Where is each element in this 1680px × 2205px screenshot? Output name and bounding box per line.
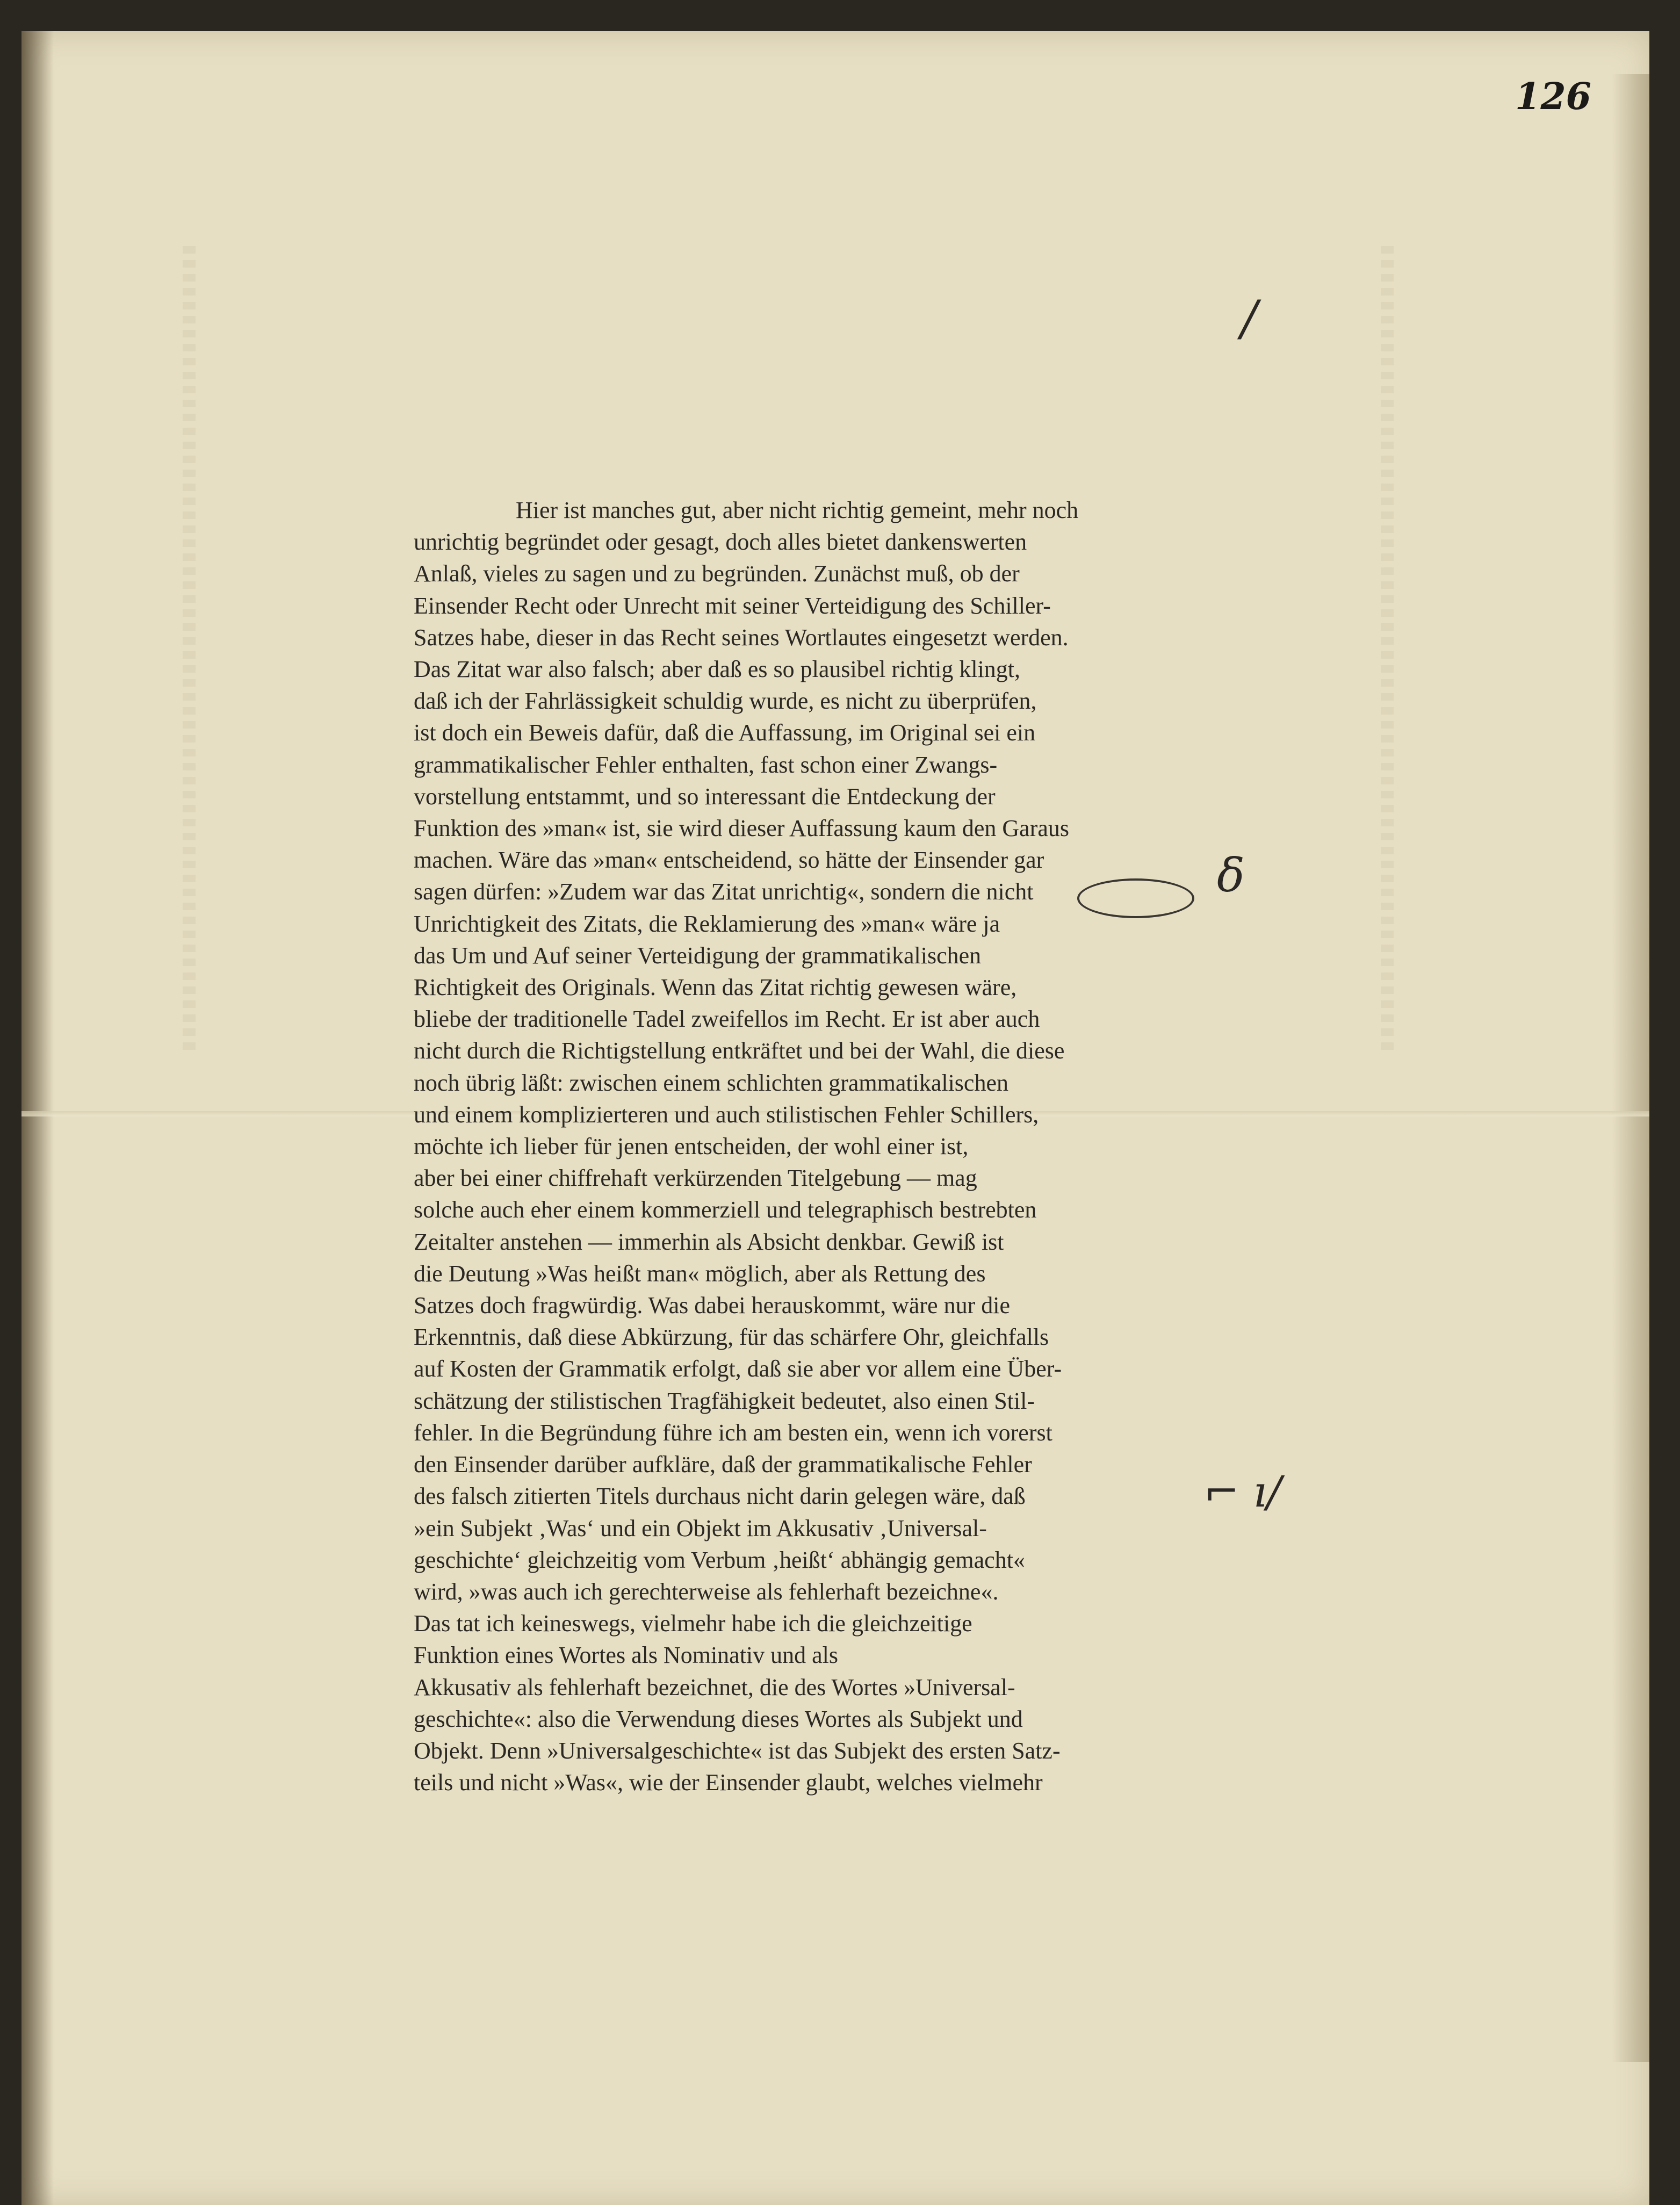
text-line: Das Zitat war also falsch; aber daß es so plausibel richtig klingt, [414,656,1021,683]
page-edge-shadow [1612,74,1649,2062]
text-line: noch übrig läßt: zwischen einem schlichten grammatikalischen [414,1069,1008,1096]
text-line: daß ich der Fahrlässigkeit schuldig wurde, es nicht zu überprüfen, [414,688,1037,715]
text-line: aber bei einer chiffrehaft verkürzenden Titelgebung — mag [414,1165,977,1192]
text-line: des falsch zitierten Titels durchaus nicht darin gelegen wäre, daß [414,1483,1026,1510]
text-line: Hier ist manches gut, aber nicht richtig gemeint, mehr noch [516,497,1079,523]
text-line: Richtigkeit des Originals. Wenn das Zitat richtig gewesen wäre, [414,974,1017,1001]
text-line: Erkenntnis, daß diese Abkürzung, für das schärfere Ohr, gleichfalls [414,1324,1049,1351]
text-line: Satzes habe, dieser in das Recht seines Wortlautes eingesetzt werden. [414,624,1069,651]
margin-insert-mark: ⌐ ı/ [1203,1467,1281,1517]
text-line: teils und nicht »Was«, wie der Einsender glaubt, welches vielmehr [414,1769,1043,1796]
text-line: Das tat ich keineswegs, vielmehr habe ich die gleichzeitige [414,1610,972,1637]
text-line: und einem komplizierteren und auch stilistischen Fehler Schillers, [414,1101,1039,1128]
text-line: Zeitalter anstehen — immerhin als Absicht denkbar. Gewiß ist [414,1228,1004,1255]
bleed-through-text [1381,246,1394,1052]
margin-slash-mark: / [1241,290,1258,347]
text-line: auf Kosten der Grammatik erfolgt, daß sie aber vor allem eine Über- [414,1356,1062,1382]
text-line: wird, »was auch ich gerechterweise als fehlerhaft bezeichne«. [414,1578,999,1605]
text-line: Unrichtigkeit des Zitats, die Reklamierung des »man« wäre ja [414,910,1000,937]
text-line: geschichte‘ gleichzeitig vom Verbum ‚heißt‘ abhängig gemacht« [414,1546,1025,1573]
margin-delete-mark: δ [1217,849,1245,903]
text-line: sagen dürfen: »Zudem war das Zitat unrichtig«, sondern die nicht [414,878,1034,905]
text-line: das Um und Auf seiner Verteidigung der grammatikalischen [414,942,982,969]
text-line: bliebe der traditionelle Tadel zweifellos im Recht. Er ist aber auch [414,1006,1040,1033]
text-line: solche auch eher einem kommerziell und telegraphisch bestrebten [414,1197,1037,1223]
text-line: schätzung der stilistischen Tragfähigkeit bedeutet, also einen Stil- [414,1387,1035,1414]
text-line: nicht durch die Richtigstellung entkräftet und bei der Wahl, die diese [414,1037,1065,1064]
text-line: Funktion des »man« ist, sie wird dieser Auffassung kaum den Garaus [414,815,1070,842]
text-line: geschichte«: also die Verwendung dieses Wortes als Subjekt und [414,1705,1023,1732]
page-number: 126 [1515,75,1591,118]
text-line: fehler. In die Begründung führe ich am besten ein, wenn ich vorerst [414,1419,1052,1446]
text-line: Einsender Recht oder Unrecht mit seiner Verteidigung des Schiller- [414,592,1051,619]
text-line: Akkusativ als fehlerhaft bezeichnet, die des Wortes »Universal- [414,1674,1015,1700]
text-line: Anlaß, vieles zu sagen und zu begründen. Zunächst muß, ob der [414,560,1020,587]
text-line: ist doch ein Beweis dafür, daß die Auffassung, im Original sei ein [414,719,1036,746]
text-line: den Einsender darüber aufkläre, daß der grammatikalische Fehler [414,1451,1032,1478]
page-binding-shadow [21,31,54,2205]
text-line: grammatikalischer Fehler enthalten, fast schon einer Zwangs- [414,751,998,778]
bleed-through-text [183,246,196,1052]
body-text [414,494,1187,1798]
text-line: »ein Subjekt ‚Was‘ und ein Objekt im Akkusativ ‚Universal- [414,1515,987,1541]
text-line: die Deutung »Was heißt man« möglich, aber als Rettung des [414,1260,986,1287]
text-line: Objekt. Denn »Universalgeschichte« ist das Subjekt des ersten Satz- [414,1737,1061,1764]
text-line: vorstellung entstammt, und so interessant die Entdeckung der [414,783,996,810]
text-line: möchte ich lieber für jenen entscheiden, der wohl einer ist, [414,1133,969,1160]
text-line: Funktion eines Wortes als Nominativ und als [414,1642,839,1669]
text-line: machen. Wäre das »man« entscheidend, so hätte der Einsender gar [414,847,1044,874]
text-line: unrichtig begründet oder gesagt, doch alles bietet dankenswerten [414,529,1027,556]
text-line: Satzes doch fragwürdig. Was dabei herauskommt, wäre nur die [414,1292,1010,1319]
